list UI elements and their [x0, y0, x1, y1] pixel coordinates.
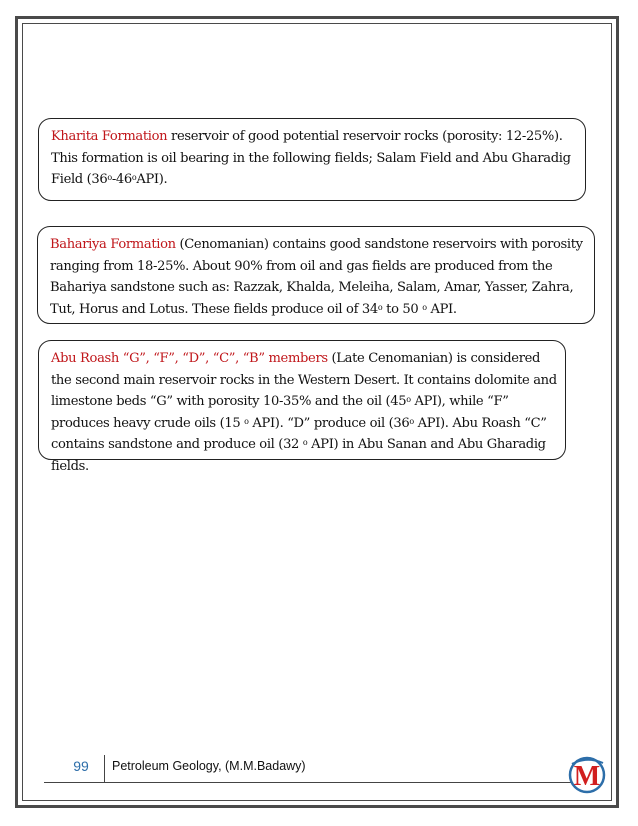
abu-roash-title: Abu Roash “G”, “F”, “D”, “C”, “B” members — [51, 351, 328, 366]
kharita-paragraph — [51, 126, 577, 191]
bahariya-formation-box — [37, 226, 595, 324]
abu-roash-text-e: API) in Abu Sanan and Abu Gharadig fields. — [51, 437, 546, 474]
footer-title: Petroleum Geology, (M.M.Badawy) — [112, 759, 306, 773]
bahariya-paragraph — [50, 234, 586, 320]
bahariya-text-a: (Cenomanian) contains good sandstone reservoirs with porosity ranging from 18-25%. About 90% from oil and gas fields are produced from the Bahariya sandstone such as: Razzak, Khalda, Meleiha, Salam, Amar, Yasser, Zahra, Tut, Horus and Lotus. These fields produce oil of 34 — [50, 237, 583, 317]
kharita-text-a: reservoir of good potential reservoir rocks (porosity: 12-25%). This formation is oil bearing in the following fields; Salam Field and Abu Gharadig Field (36 — [51, 129, 571, 187]
kharita-formation-box — [38, 118, 586, 201]
kharita-text-b: -46 — [111, 172, 132, 187]
abu-roash-text-a: (Late Cenomanian) is considered the second main reservoir rocks in the Western Desert. It contains dolomite and limestone beds “G” with porosity 10-35% and the oil (45 — [51, 351, 557, 409]
publisher-logo-icon — [567, 754, 607, 794]
abu-roash-text-b: API), while “F” produces heavy crude oils (15 — [51, 394, 509, 431]
footer-separator — [104, 755, 105, 782]
logo-letter: M — [573, 761, 601, 792]
abu-roash-members-box — [38, 340, 566, 474]
footer-rule — [44, 782, 572, 783]
degree-symbol: o — [422, 302, 427, 312]
abu-roash-text-c: API). “D” produce oil (36 — [248, 415, 410, 431]
degree-symbol: o — [377, 302, 383, 312]
bahariya-text-c: API. — [426, 301, 457, 317]
degree-symbol: o — [131, 173, 137, 182]
abu-roash-text-d: API). Abu Roash “C” contains sandstone and produce oil (32 — [51, 415, 547, 452]
degree-symbol: o — [409, 416, 414, 426]
degree-symbol: o — [302, 438, 308, 447]
bahariya-text-b: to 50 — [382, 301, 423, 317]
kharita-title: Kharita Formation — [51, 129, 168, 144]
abu-roash-paragraph — [51, 348, 557, 477]
bahariya-title: Bahariya Formation — [50, 237, 176, 252]
degree-symbol: o — [406, 395, 411, 404]
degree-symbol: o — [244, 416, 249, 426]
kharita-text-c: API). — [136, 172, 168, 187]
page-number: 99 — [73, 758, 89, 774]
degree-symbol: o — [107, 173, 112, 182]
